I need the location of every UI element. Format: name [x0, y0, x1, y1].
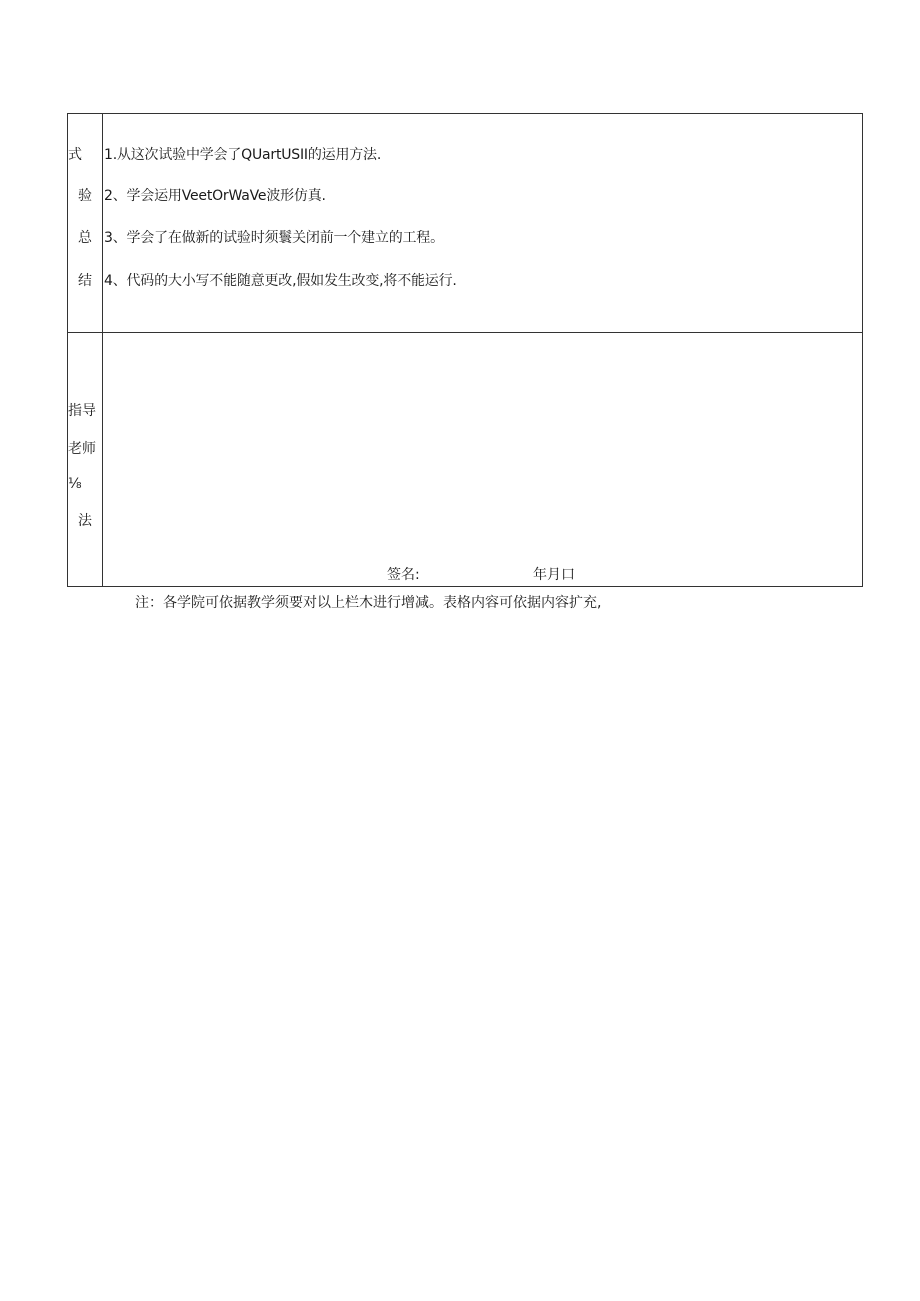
report-table	[67, 113, 863, 587]
signature-date-label: 年月口	[533, 567, 575, 583]
advisor-label-line: 老师	[68, 441, 96, 457]
advisor-label-line: 指导	[68, 403, 96, 419]
advisor-comment-row	[68, 333, 862, 586]
summary-label-char: 结	[78, 273, 92, 289]
experiment-summary-content	[103, 114, 862, 332]
advisor-comment-content	[103, 333, 862, 586]
advisor-comment-label	[68, 333, 103, 586]
footnote: 注：各学院可依据教学须要对以上栏木进行增减。表格内容可依据内容扩充,	[135, 595, 602, 611]
signature-label: 签名:	[387, 567, 420, 583]
summary-line-2: 2、学会运用VeetOrWaVe波形仿真.	[104, 188, 326, 204]
summary-label-char: 总	[78, 230, 92, 246]
summary-label-char: 式	[68, 147, 82, 163]
summary-line-1: 1.从这次试验中学会了QUartUSII的运用方法.	[104, 147, 382, 163]
advisor-label-line: ⅛	[68, 476, 82, 492]
summary-line-4: 4、代码的大小写不能随意更改,假如发生改变,将不能运行.	[104, 273, 457, 289]
summary-line-3: 3、学会了在做新的试验时须鬟关闭前一个建立的工程。	[104, 230, 444, 246]
summary-label-char: 验	[78, 188, 92, 204]
experiment-summary-row	[68, 114, 862, 333]
experiment-summary-label	[68, 114, 103, 332]
advisor-label-line: 法	[78, 513, 92, 529]
